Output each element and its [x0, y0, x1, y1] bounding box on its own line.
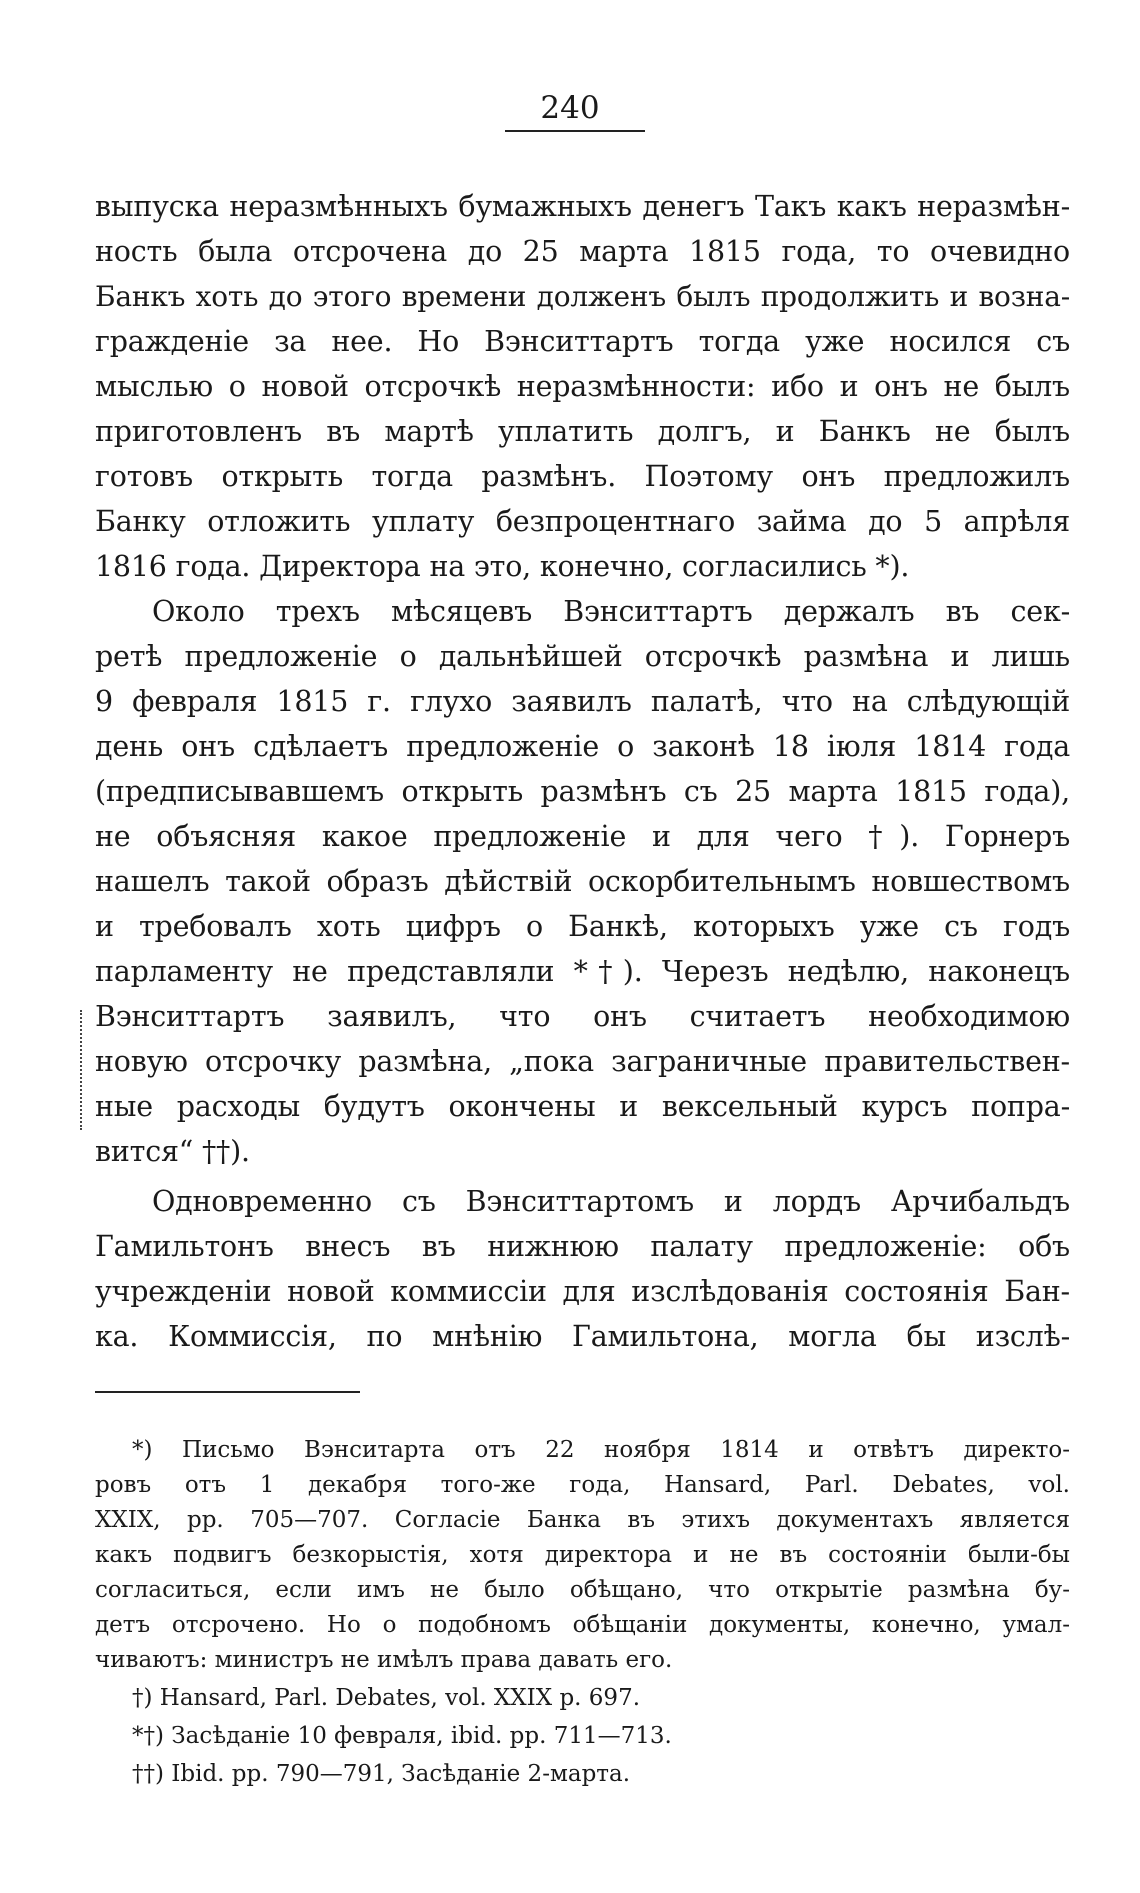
- body-line: ка. Коммиссія, по мнѣнію Гамильтона, могла бы изслѣ-: [95, 1320, 1070, 1353]
- footnote-line: ††) Ibid. pp. 790—791, Засѣданіе 2-марта.: [132, 1761, 631, 1787]
- body-line: готовъ открыть тогда размѣнъ. Поэтому онъ предложилъ: [95, 460, 1070, 493]
- footnote-line: *) Письмо Вэнситарта отъ 22 ноября 1814 и отвѣтъ директо-: [132, 1437, 1070, 1463]
- body-line: 1816 года. Директора на это, конечно, согласились *).: [95, 550, 910, 583]
- body-line: не объясняя какое предложеніе и для чего †). Горнеръ: [95, 820, 1070, 853]
- footnote-line: согласиться, если имъ не было обѣщано, что открытіе размѣна бу-: [95, 1577, 1070, 1603]
- margin-mark: [80, 1010, 84, 1130]
- body-line: парламенту не представляли *†). Черезъ недѣлю, наконецъ: [95, 955, 1070, 988]
- body-line: и требовалъ хоть цифръ о Банкѣ, которыхъ уже съ годъ: [95, 910, 1070, 943]
- body-line: день онъ сдѣлаетъ предложеніе о законѣ 18 іюля 1814 года: [95, 730, 1070, 763]
- body-line: Вэнситтартъ заявилъ, что онъ считаетъ необходимою: [95, 1000, 1070, 1033]
- footnote-line: ровъ отъ 1 декабря того-же года, Hansard, Parl. Debates, vol.: [95, 1472, 1070, 1498]
- body-line: 9 февраля 1815 г. глухо заявилъ палатѣ, что на слѣдующій: [95, 685, 1070, 718]
- body-line: ные расходы будутъ окончены и вексельный курсъ попра-: [95, 1090, 1070, 1123]
- body-line: новую отсрочку размѣна, „пока заграничные правительствен-: [95, 1045, 1070, 1078]
- body-line: выпуска неразмѣнныхъ бумажныхъ денегъ Такъ какъ неразмѣн-: [95, 190, 1070, 223]
- body-line: ретѣ предложеніе о дальнѣйшей отсрочкѣ размѣна и лишь: [95, 640, 1070, 673]
- body-line: нашелъ такой образъ дѣйствій оскорбительнымъ новшествомъ: [95, 865, 1070, 898]
- body-line: (предписывавшемъ открыть размѣнъ съ 25 марта 1815 года),: [95, 775, 1070, 808]
- footnote-line: чиваютъ: министръ не имѣлъ права давать его.: [95, 1647, 673, 1673]
- body-line: мыслью о новой отсрочкѣ неразмѣнности: ибо и онъ не былъ: [95, 370, 1070, 403]
- footnote-line: XXIX, pp. 705—707. Согласіе Банка въ этихъ документахъ является: [95, 1507, 1070, 1533]
- footnote-line: †) Hansard, Parl. Debates, vol. XXIX p. 697.: [132, 1685, 641, 1711]
- body-line: приготовленъ въ мартѣ уплатить долгъ, и Банкъ не былъ: [95, 415, 1070, 448]
- footnote-line: какъ подвигъ безкорыстія, хотя директора и не въ состояніи были-бы: [95, 1542, 1070, 1568]
- footnote-rule: [95, 1391, 360, 1393]
- body-line: учрежденіи новой коммиссіи для изслѣдованія состоянія Бан-: [95, 1275, 1070, 1308]
- body-line: Банку отложить уплату безпроцентнаго займа до 5 апрѣля: [95, 505, 1070, 538]
- body-line: Банкъ хоть до этого времени долженъ былъ продолжить и возна-: [95, 280, 1070, 313]
- page-number: 240: [540, 90, 600, 126]
- body-line: Гамильтонъ внесъ въ нижнюю палату предложеніе: объ: [95, 1230, 1070, 1263]
- footnote-line: *†) Засѣданіе 10 февраля, ibid. pp. 711—713.: [132, 1723, 672, 1749]
- footnote-line: детъ отсрочено. Но о подобномъ обѣщаніи документы, конечно, умал-: [95, 1612, 1070, 1638]
- body-line: гражденіе за нее. Но Вэнситтартъ тогда уже носился съ: [95, 325, 1070, 358]
- page-number-rule: [505, 130, 645, 132]
- body-line: вится“ ††).: [95, 1135, 250, 1168]
- body-line: Около трехъ мѣсяцевъ Вэнситтартъ держалъ въ сек-: [152, 595, 1070, 628]
- body-line: Одновременно съ Вэнситтартомъ и лордъ Арчибальдъ: [152, 1185, 1070, 1218]
- body-line: ность была отсрочена до 25 марта 1815 года, то очевидно: [95, 235, 1070, 268]
